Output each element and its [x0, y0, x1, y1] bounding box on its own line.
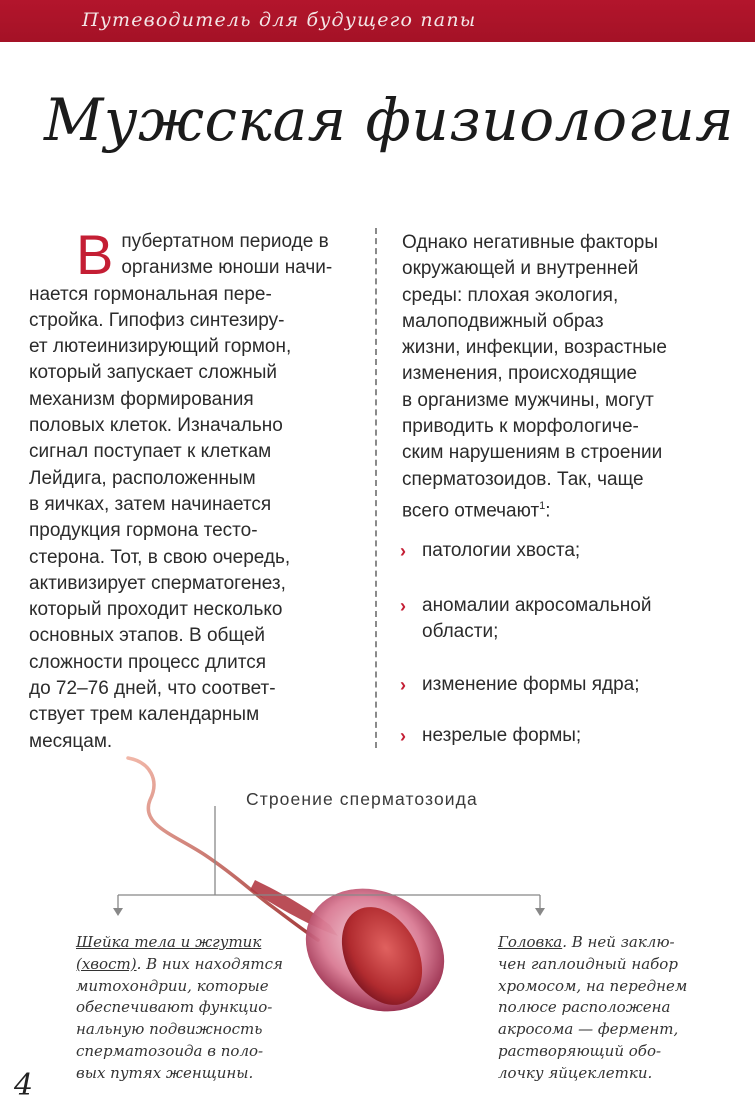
text-line: Лейдига, расположенным	[29, 467, 256, 489]
caption-text: . В них находятся	[136, 954, 283, 973]
caption-term: (хвост)	[76, 954, 137, 973]
chevron-right-icon: ›	[400, 541, 406, 561]
list-item-text: изменение формы ядра;	[422, 674, 640, 695]
caption-term: Шейка тела и жгутик	[76, 933, 262, 951]
text-line: сложности процесс длится	[29, 651, 267, 673]
caption-text: . В ней заклю-	[562, 933, 675, 951]
leader-lines	[118, 806, 540, 908]
caption-line: растворяющий обо-	[498, 1041, 662, 1060]
right-column	[402, 230, 702, 525]
text-line: ет лютеинизирующий гормон,	[29, 336, 292, 358]
text-line: сперматозоидов. Так, чаще	[402, 468, 644, 490]
text-line: стерона. Тот, в свою очередь,	[29, 546, 291, 568]
list-item-text: аномалии акросомальной	[422, 595, 652, 616]
text-line: который запускает сложный	[29, 362, 278, 384]
text-line: окружающей и внутренней	[402, 258, 639, 280]
chevron-right-icon: ›	[400, 726, 406, 746]
left-column-text	[29, 223, 356, 755]
text-line: в организме мужчины, могут	[402, 389, 654, 411]
drop-cap: В	[76, 223, 114, 286]
running-title: Путеводитель для будущего папы	[82, 9, 477, 31]
text-line: среды: плохая экология,	[402, 284, 619, 306]
text-line: основных этапов. В общей	[29, 625, 265, 647]
caption-line: лочку яйцеклетки.	[498, 1063, 653, 1082]
text-line	[402, 493, 702, 525]
caption-line: полюсе расположена	[498, 998, 671, 1017]
text-line: сигнал поступает к клеткам	[29, 441, 272, 463]
text-fragment: :	[545, 500, 551, 522]
caption-line	[76, 954, 286, 976]
text-line: Однако негативные факторы	[402, 232, 659, 253]
text-line: половых клеток. Изначально	[29, 415, 283, 437]
caption-line: хромосом, на переднем	[498, 976, 688, 995]
text-line: ствует трем календарным	[29, 704, 260, 726]
text-line: в яичках, затем начинается	[29, 493, 272, 515]
text-line: месяцам.	[29, 730, 113, 752]
text-line: пубертатном периоде в	[121, 231, 329, 252]
caption-line: сперматозоида в поло-	[76, 1041, 264, 1060]
text-line: до 72–76 дней, что соответ-	[29, 678, 276, 700]
caption-tail	[76, 932, 286, 1085]
text-line: нается гормональная пере-	[29, 283, 272, 305]
list-item	[400, 538, 720, 564]
header-bar	[0, 0, 755, 42]
text-line: приводить к морфологиче-	[402, 416, 639, 438]
text-line: механизм формирования	[29, 388, 254, 410]
arrow-down-icon	[535, 908, 545, 916]
text-line: продукция гормона тесто-	[29, 520, 258, 542]
caption-term: Головка	[498, 933, 563, 951]
list-item	[400, 593, 720, 645]
caption-line: обеспечивают функцио-	[76, 998, 273, 1017]
left-column	[29, 223, 356, 755]
arrow-down-icon	[113, 908, 123, 916]
caption-line: вых путях женщины.	[76, 1063, 254, 1082]
caption-head	[498, 932, 688, 1085]
list-item	[400, 672, 720, 698]
caption-line: нальную подвижность	[76, 1020, 263, 1039]
caption-line: митохондрии, которые	[76, 976, 269, 995]
caption-line: чен гаплоидный набор	[498, 954, 678, 973]
page-title: Мужская физиология	[44, 86, 735, 154]
text-line: который проходит несколько	[29, 599, 283, 621]
page-number: 4	[14, 1068, 34, 1103]
chevron-right-icon: ›	[400, 675, 406, 695]
list-item-text: незрелые формы;	[422, 725, 582, 746]
text-line: малоподвижный образ	[402, 310, 604, 332]
chevron-right-icon: ›	[400, 596, 406, 616]
caption-line: акросома — фермент,	[498, 1020, 679, 1039]
text-fragment: всего отмечают	[402, 500, 540, 522]
footnote-mark: 1	[539, 499, 546, 512]
text-line: активизирует сперматогенез,	[29, 572, 286, 594]
list-item-text: патологии хвоста;	[422, 540, 581, 561]
text-line: изменения, происходящие	[402, 363, 638, 385]
caption-line	[76, 932, 286, 954]
list-item-text: области;	[422, 621, 499, 642]
text-line: ским нарушениям в строении	[402, 442, 663, 464]
text-line: стройка. Гипофиз синтезиру-	[29, 309, 285, 331]
column-divider	[375, 228, 377, 748]
text-line: жизни, инфекции, возрастные	[402, 337, 667, 359]
diagram-title: Строение сперматозоида	[246, 789, 478, 809]
text-line: организме юноши начи-	[121, 257, 333, 279]
caption-line	[498, 932, 688, 954]
